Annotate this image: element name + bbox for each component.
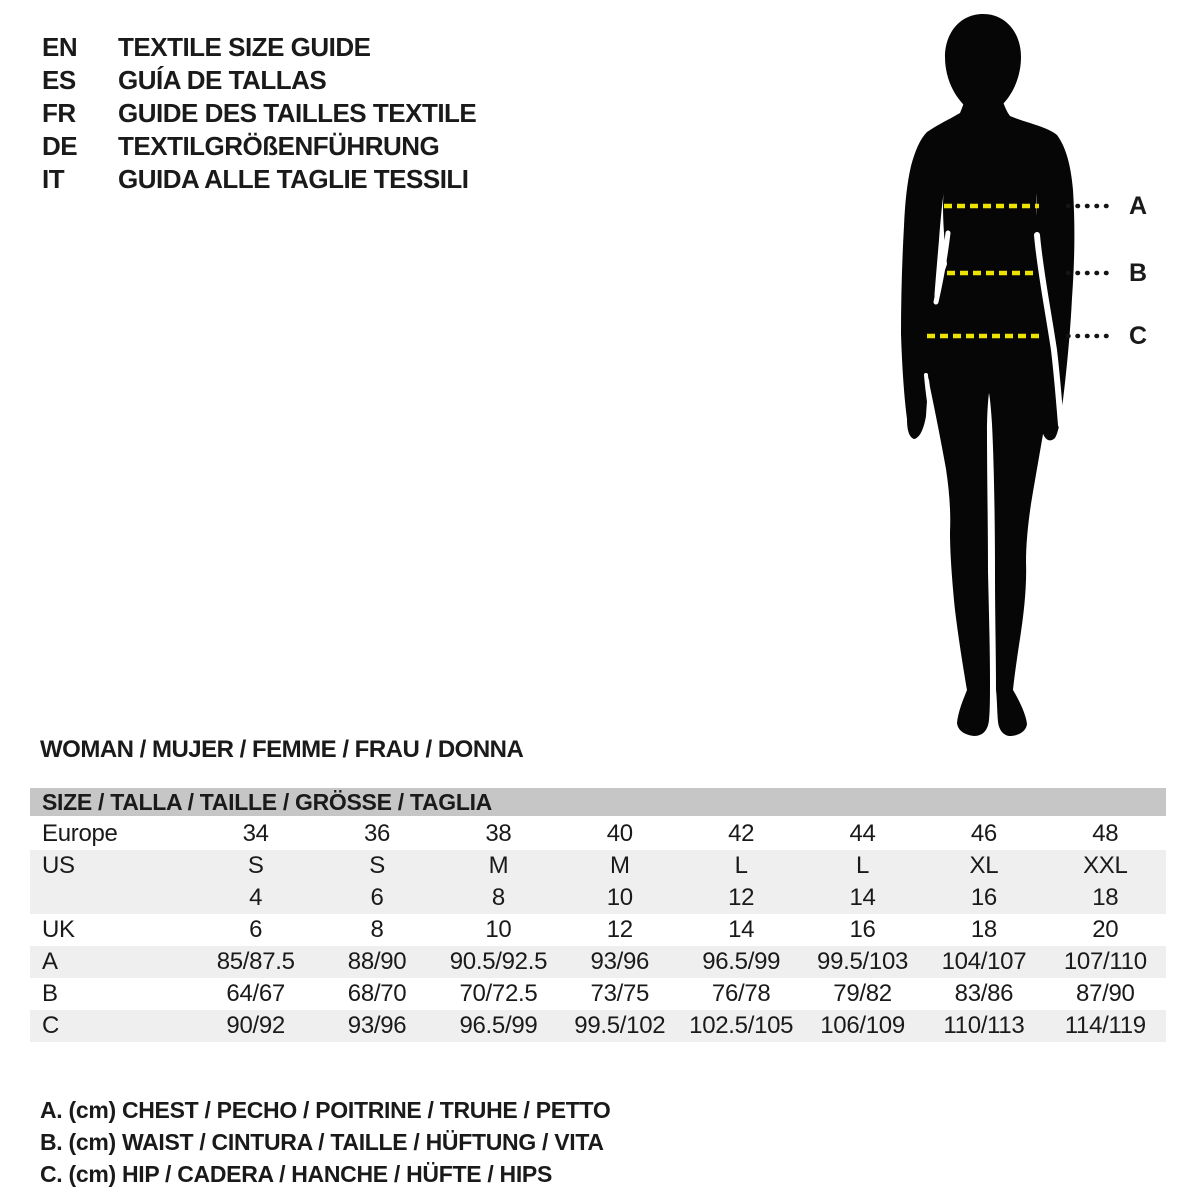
size-cell: 70/72.5 bbox=[459, 980, 538, 1007]
size-cell: 104/107 bbox=[941, 948, 1027, 975]
size-cell: 93/96 bbox=[347, 1012, 407, 1039]
lang-row-en bbox=[42, 31, 476, 64]
size-cell: 14 bbox=[849, 884, 876, 911]
table-row-europe bbox=[30, 818, 1166, 850]
size-cell: 64/67 bbox=[226, 980, 285, 1007]
woman-silhouette-figure bbox=[860, 0, 1200, 745]
legend-hip: C. (cm) HIP / CADERA / HANCHE / HÜFTE / HIPS bbox=[40, 1161, 553, 1187]
size-cell: 83/86 bbox=[954, 980, 1014, 1007]
size-table bbox=[30, 788, 1166, 1042]
table-row-chest-a bbox=[30, 946, 1166, 978]
row-label: Europe bbox=[42, 820, 118, 847]
size-cell: 34 bbox=[242, 820, 269, 847]
size-cell: 90.5/92.5 bbox=[449, 948, 548, 975]
size-cell: 85/87.5 bbox=[216, 948, 295, 975]
lang-row-de bbox=[42, 130, 476, 163]
size-cell: 107/110 bbox=[1063, 948, 1147, 975]
size-cell: 99.5/103 bbox=[817, 948, 909, 975]
size-cell: XL bbox=[969, 852, 999, 879]
size-cell: 114/119 bbox=[1064, 1012, 1146, 1039]
size-cell: S bbox=[247, 852, 264, 879]
lang-code: EN bbox=[42, 32, 78, 62]
size-cell: 110/113 bbox=[943, 1012, 1025, 1039]
row-label bbox=[30, 882, 195, 914]
size-cell: 8 bbox=[491, 884, 505, 911]
row-label: A bbox=[42, 948, 58, 975]
size-cell: 96.5/99 bbox=[702, 948, 781, 975]
size-cell: 48 bbox=[1092, 820, 1119, 847]
size-cell: L bbox=[856, 852, 870, 879]
marker-label-waist: B bbox=[1128, 259, 1148, 287]
size-cell: 6 bbox=[370, 884, 384, 911]
size-cell: 12 bbox=[606, 916, 633, 943]
size-cell: 88/90 bbox=[347, 948, 407, 975]
row-label: US bbox=[42, 852, 75, 879]
size-cell: 20 bbox=[1092, 916, 1119, 943]
row-label: UK bbox=[42, 916, 75, 943]
lang-title: TEXTILE SIZE GUIDE bbox=[118, 32, 371, 62]
size-cell: 16 bbox=[970, 884, 997, 911]
size-cell: 14 bbox=[728, 916, 755, 943]
size-cell: 44 bbox=[849, 820, 876, 847]
measurement-legend bbox=[40, 1094, 610, 1190]
marker-label-chest: A bbox=[1128, 192, 1148, 220]
table-row-us-numbers bbox=[30, 882, 1166, 914]
size-cell: 12 bbox=[728, 884, 755, 911]
lang-title: TEXTILGRÖßENFÜHRUNG bbox=[118, 131, 440, 161]
legend-chest: A. (cm) CHEST / PECHO / POITRINE / TRUHE / PETTO bbox=[40, 1097, 611, 1123]
size-cell: S bbox=[369, 852, 385, 879]
lang-row-fr bbox=[42, 97, 476, 130]
lang-row-es bbox=[42, 64, 476, 97]
size-cell: 93/96 bbox=[590, 948, 650, 975]
language-guide-list bbox=[42, 31, 476, 196]
lang-title: GUIDA ALLE TAGLIE TESSILI bbox=[118, 164, 469, 194]
size-cell: 16 bbox=[849, 916, 876, 943]
section-title-woman: WOMAN / MUJER / FEMME / FRAU / DONNA bbox=[40, 736, 524, 763]
size-cell: 76/78 bbox=[711, 980, 771, 1007]
table-row-us-letters bbox=[30, 850, 1166, 882]
lang-code: IT bbox=[42, 164, 65, 194]
size-cell: 36 bbox=[364, 820, 391, 847]
size-table-header: SIZE / TALLA / TAILLE / GRÖSSE / TAGLIA bbox=[30, 788, 1166, 816]
size-cell: 6 bbox=[249, 916, 263, 943]
marker-label-hip: C bbox=[1128, 322, 1148, 350]
size-cell: 79/82 bbox=[833, 980, 892, 1007]
silhouette-body bbox=[901, 82, 1074, 736]
size-cell: XXL bbox=[1083, 852, 1128, 879]
size-cell: 4 bbox=[249, 884, 263, 911]
lang-code: FR bbox=[42, 98, 76, 128]
lang-row-it bbox=[42, 163, 476, 196]
size-cell: 73/75 bbox=[590, 980, 650, 1007]
size-cell: 96.5/99 bbox=[459, 1012, 538, 1039]
lang-title: GUIDE DES TAILLES TEXTILE bbox=[118, 98, 477, 128]
size-cell: 99.5/102 bbox=[574, 1012, 666, 1039]
size-cell: L bbox=[734, 852, 748, 879]
lang-code: ES bbox=[42, 65, 76, 95]
size-cell: 38 bbox=[485, 820, 512, 847]
size-cell: 10 bbox=[485, 916, 512, 943]
lang-code: DE bbox=[42, 131, 78, 161]
size-cell: M bbox=[609, 852, 630, 879]
table-row-hip-c bbox=[30, 1010, 1166, 1042]
size-cell: 87/90 bbox=[1076, 980, 1135, 1007]
size-cell: 46 bbox=[970, 820, 997, 847]
size-cell: 8 bbox=[370, 916, 384, 943]
size-cell: 102.5/105 bbox=[689, 1012, 794, 1039]
table-row-uk bbox=[30, 914, 1166, 946]
row-label: C bbox=[42, 1012, 60, 1039]
table-row-waist-b bbox=[30, 978, 1166, 1010]
legend-waist: B. (cm) WAIST / CINTURA / TAILLE / HÜFTUNG / VITA bbox=[40, 1129, 604, 1155]
size-cell: 42 bbox=[728, 820, 755, 847]
size-cell: 90/92 bbox=[226, 1012, 285, 1039]
size-cell: 106/109 bbox=[820, 1012, 905, 1039]
size-cell: 18 bbox=[1092, 884, 1119, 911]
size-table-body bbox=[30, 818, 1166, 1042]
size-cell: 18 bbox=[970, 916, 997, 943]
size-cell: 10 bbox=[606, 884, 633, 911]
row-label: B bbox=[42, 980, 58, 1007]
size-cell: M bbox=[488, 852, 509, 879]
size-cell: 40 bbox=[606, 820, 633, 847]
lang-title: GUÍA DE TALLAS bbox=[118, 65, 327, 95]
size-cell: 68/70 bbox=[347, 980, 407, 1007]
